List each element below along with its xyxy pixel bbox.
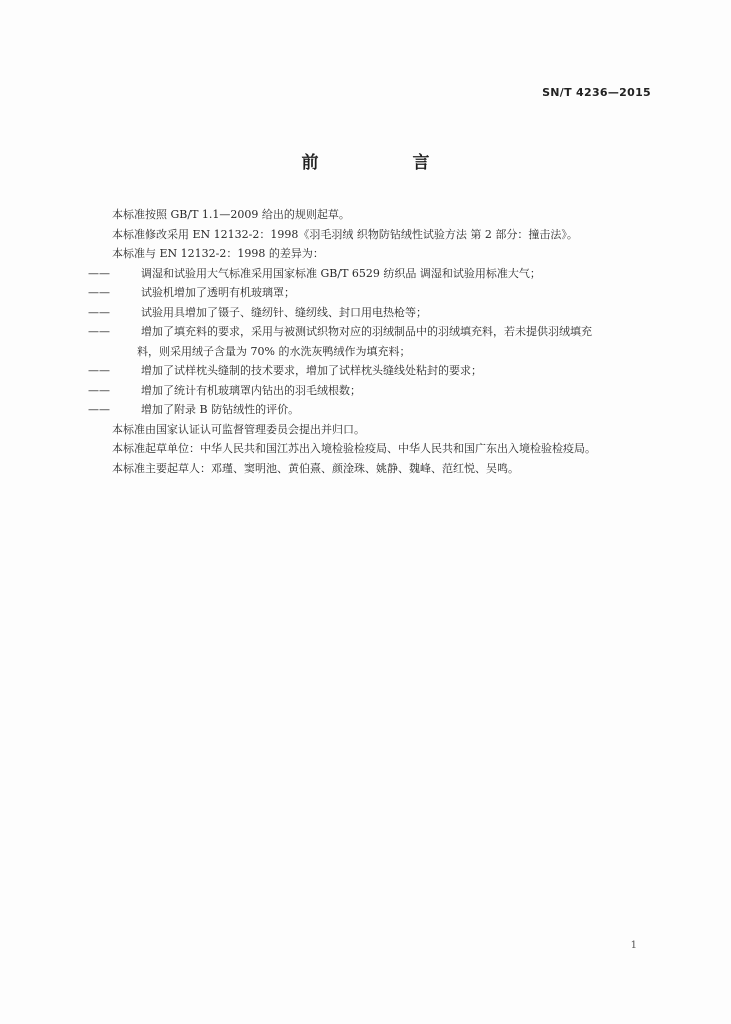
dash-mark: —— <box>88 403 110 416</box>
difference-item: —— 增加了统计有机玻璃罩内钻出的羽毛绒根数； <box>88 381 660 401</box>
page-title: 前 言 <box>301 153 474 173</box>
paragraph-proposer: 本标准由国家认证认可监督管理委员会提出并归口。 <box>112 422 365 436</box>
difference-item-continuation: 料，则采用绒子含量为 70% 的水洗灰鸭绒作为填充料； <box>137 344 411 358</box>
paragraph-differences-intro: 本标准与 EN 12132-2：1998 的差异为： <box>112 247 324 260</box>
dash-mark: —— <box>88 364 110 377</box>
difference-item: —— 调湿和试验用大气标准采用国家标准 GB/T 6529 纺织品 调湿和试验用标准大气； <box>88 264 660 284</box>
dash-mark: —— <box>88 305 110 319</box>
difference-item: —— 试验机增加了透明有机玻璃罩； <box>88 283 660 303</box>
standard-code: SN/T 4236—2015 <box>542 86 651 99</box>
dash-mark: —— <box>88 286 110 299</box>
paragraph-drafters: 本标准主要起草人：邓瑾、窦明池、黄伯熹、颜淦珠、姚静、魏峰、范红悦、吴鸣。 <box>112 461 519 475</box>
paragraph-drafting-units: 本标准起草单位：中华人民共和国江苏出入境检验检疫局、中华人民共和国广东出入境检验检疫局。 <box>112 442 596 455</box>
paragraph-adoption: 本标准修改采用 EN 12132-2：1998《羽毛羽绒 织物防钻绒性试验方法 第 2 部分：撞击法》。 <box>112 227 578 241</box>
foreword-body <box>88 205 660 478</box>
page-number: 1 <box>630 940 637 951</box>
difference-item: —— 增加了填充料的要求，采用与被测试织物对应的羽绒制品中的羽绒填充料，若未提供羽绒填充 <box>88 322 660 342</box>
difference-item: —— 试验用具增加了镊子、缝纫针、缝纫线、封口用电热枪等； <box>88 303 660 323</box>
dash-mark: —— <box>88 325 110 338</box>
dash-mark: —— <box>88 383 110 397</box>
difference-item: —— 增加了试样枕头缝制的技术要求，增加了试样枕头缝线处粘封的要求； <box>88 361 660 381</box>
paragraph-drafting-rules: 本标准按照 GB/T 1.1—2009 给出的规则起草。 <box>112 208 350 221</box>
difference-item: —— 增加了附录 B 防钻绒性的评价。 <box>88 400 660 420</box>
dash-mark: —— <box>88 266 110 280</box>
